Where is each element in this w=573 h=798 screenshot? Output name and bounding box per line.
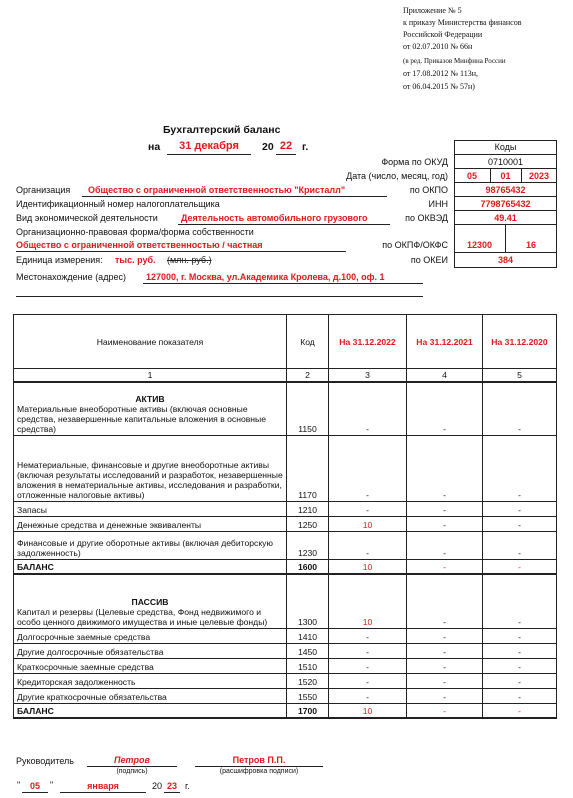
- row-code: 1520: [287, 673, 329, 688]
- row-value-2020[interactable]: -: [483, 703, 557, 718]
- unit-alt: (млн. руб.): [167, 255, 212, 265]
- row-label: Кредиторская задолженность: [14, 673, 287, 688]
- appendix-line-1: Приложение № 5: [403, 6, 462, 15]
- row-label: БАЛАНС: [14, 559, 287, 574]
- section-title-active: АКТИВ: [135, 393, 165, 404]
- row-label: Материальные внеоборотные активы (включая основные средства, незавершенные капитальные вложения в основные средства): [17, 403, 267, 434]
- address-value[interactable]: 127000, г. Москва, ул.Академика Кролева, д.100, оф. 1: [146, 272, 385, 282]
- report-day-month[interactable]: 31 декабря: [179, 140, 239, 152]
- col-header-2022: На 31.12.2022: [329, 315, 407, 369]
- row-value-2021[interactable]: -: [407, 382, 483, 435]
- row-value-2021[interactable]: -: [407, 658, 483, 673]
- row-label: Капитал и резервы (Целевые средства, Фонд недвижимого и особо ценного движимого имущества и иные целевые фонды): [17, 606, 268, 627]
- row-value-2022[interactable]: -: [329, 688, 407, 703]
- sign-year[interactable]: 23: [166, 781, 177, 791]
- row-label: Нематериальные, финансовые и другие внеоборотные активы (включая результаты исследований и разработок, незавершенные вложения в нематериальные активы, исследования и разработки, отложенные налоговые активы): [14, 435, 287, 501]
- table-row: [14, 531, 557, 559]
- okved-code[interactable]: 49.41: [494, 213, 517, 223]
- row-value-2022[interactable]: 10: [329, 516, 407, 531]
- unit-value[interactable]: тыс. руб.: [115, 255, 156, 265]
- year-suffix: г.: [302, 141, 309, 153]
- okud-code[interactable]: 0710001: [487, 157, 524, 167]
- legal-form-label: Организационно-правовая форма/форма собственности: [16, 227, 254, 237]
- row-label: Другие краткосрочные обязательства: [14, 688, 287, 703]
- row-value-2020[interactable]: -: [483, 658, 557, 673]
- org-label: Организация: [16, 185, 71, 195]
- okopf-label: по ОКПФ/ОКФС: [382, 240, 448, 250]
- row-value-2021[interactable]: -: [407, 501, 483, 516]
- table-row: [14, 628, 557, 643]
- okopf-code[interactable]: 12300: [466, 240, 493, 250]
- sign-month[interactable]: января: [87, 781, 119, 791]
- location-label: Местонахождение (адрес): [16, 272, 126, 282]
- col-header-name: Наименование показателя: [14, 315, 287, 369]
- org-value[interactable]: Общество с ограниченной ответственностью "Кристалл": [88, 185, 346, 195]
- col-num-3: 3: [329, 369, 407, 383]
- table-row-total: [14, 559, 557, 574]
- row-value-2022[interactable]: -: [329, 435, 407, 501]
- year-prefix: 20: [262, 141, 274, 153]
- row-value-2020[interactable]: -: [483, 501, 557, 516]
- date-label: Дата (число, месяц, год): [346, 171, 448, 181]
- row-value-2020[interactable]: -: [483, 643, 557, 658]
- row-code: 1510: [287, 658, 329, 673]
- okud-label: Форма по ОКУД: [381, 157, 448, 167]
- row-code: 1700: [287, 703, 329, 718]
- row-value-2020[interactable]: -: [483, 574, 557, 628]
- row-value-2022[interactable]: -: [329, 531, 407, 559]
- row-code: 1550: [287, 688, 329, 703]
- row-value-2020[interactable]: -: [483, 531, 557, 559]
- signature-role: Руководитель: [16, 756, 74, 766]
- sign-year-suffix: г.: [185, 781, 190, 791]
- table-row: [14, 516, 557, 531]
- row-value-2020[interactable]: -: [483, 382, 557, 435]
- row-code: 1170: [287, 435, 329, 501]
- okpo-label: по ОКПО: [409, 185, 448, 195]
- date-day-code[interactable]: 05: [466, 171, 477, 181]
- row-name: [14, 574, 287, 628]
- row-value-2021[interactable]: -: [407, 628, 483, 643]
- appendix-line-5: (в ред. Приказов Минфина России: [403, 57, 506, 65]
- report-year[interactable]: 22: [279, 140, 293, 152]
- unit-label: Единица измерения:: [16, 255, 103, 265]
- quote-close-icon: ": [50, 780, 54, 790]
- row-code: 1230: [287, 531, 329, 559]
- table-row: [14, 688, 557, 703]
- table-row: [14, 574, 557, 628]
- row-label: Запасы: [14, 501, 287, 516]
- row-value-2022[interactable]: 10: [329, 574, 407, 628]
- row-value-2020[interactable]: -: [483, 688, 557, 703]
- row-value-2021[interactable]: -: [407, 673, 483, 688]
- row-value-2022[interactable]: -: [329, 673, 407, 688]
- row-label: Краткосрочные заемные средства: [14, 658, 287, 673]
- col-num-1: 1: [14, 369, 287, 383]
- appendix-line-6: от 17.08.2012 № 113н,: [403, 69, 479, 78]
- col-header-2020: На 31.12.2020: [483, 315, 557, 369]
- col-header-2021: На 31.12.2021: [407, 315, 483, 369]
- row-value-2021[interactable]: -: [407, 516, 483, 531]
- activity-value[interactable]: Деятельность автомобильного грузового: [181, 213, 368, 223]
- col-header-code: Код: [287, 315, 329, 369]
- row-value-2022[interactable]: 10: [329, 703, 407, 718]
- inn-short-label: ИНН: [428, 199, 448, 209]
- row-value-2021[interactable]: -: [407, 559, 483, 574]
- row-code: 1410: [287, 628, 329, 643]
- col-num-2: 2: [287, 369, 329, 383]
- table-row: [14, 382, 557, 435]
- row-label: БАЛАНС: [14, 703, 287, 718]
- codes-header: Коды: [494, 142, 517, 152]
- row-label: Денежные средства и денежные эквиваленты: [14, 516, 287, 531]
- legal-form-value[interactable]: Общество с ограниченной ответственностью / частная: [16, 240, 263, 250]
- activity-label: Вид экономической деятельности: [16, 213, 158, 223]
- okei-label: по ОКЕИ: [410, 255, 448, 265]
- sign-day[interactable]: 05: [29, 781, 40, 791]
- table-row-total: [14, 703, 557, 718]
- appendix-line-3: Российской Федерации: [403, 30, 483, 39]
- signature-name[interactable]: Петров П.П.: [232, 755, 286, 765]
- date-prefix: на: [148, 141, 161, 153]
- quote-open-icon: ": [17, 780, 21, 790]
- col-num-4: 4: [407, 369, 483, 383]
- table-row: [14, 658, 557, 673]
- row-label: Долгосрочные заемные средства: [14, 628, 287, 643]
- okfs-code[interactable]: 16: [525, 240, 536, 250]
- row-code: 1600: [287, 559, 329, 574]
- row-value-2020[interactable]: -: [483, 516, 557, 531]
- row-value-2021[interactable]: -: [407, 688, 483, 703]
- table-row: [14, 643, 557, 658]
- appendix-line-7: от 06.04.2015 № 57н): [403, 82, 475, 91]
- inn-label: Идентификационный номер налогоплательщика: [16, 199, 220, 209]
- table-row: [14, 435, 557, 501]
- row-code: 1450: [287, 643, 329, 658]
- row-value-2021[interactable]: -: [407, 435, 483, 501]
- row-value-2022[interactable]: -: [329, 628, 407, 643]
- signature-sign-caption: (подпись): [116, 768, 148, 775]
- inn-code[interactable]: 7798765432: [480, 199, 531, 209]
- col-num-5: 5: [483, 369, 557, 383]
- row-value-2020[interactable]: -: [483, 435, 557, 501]
- date-month-code[interactable]: 01: [500, 171, 511, 181]
- row-value-2021[interactable]: -: [407, 531, 483, 559]
- table-row: [14, 673, 557, 688]
- row-value-2022[interactable]: -: [329, 658, 407, 673]
- table-header-row: [14, 315, 557, 369]
- row-value-2021[interactable]: -: [407, 643, 483, 658]
- row-value-2020[interactable]: -: [483, 673, 557, 688]
- appendix-line-4: от 02.07.2010 № 66н: [403, 42, 473, 51]
- okved-label: по ОКВЭД: [405, 213, 448, 223]
- date-year-code[interactable]: 2023: [528, 171, 550, 181]
- signature-name-caption: (расшифровка подписи): [219, 768, 299, 775]
- row-value-2022[interactable]: -: [329, 643, 407, 658]
- row-value-2020[interactable]: -: [483, 628, 557, 643]
- row-name: [14, 382, 287, 435]
- row-value-2021[interactable]: -: [407, 703, 483, 718]
- row-value-2022[interactable]: -: [329, 382, 407, 435]
- row-value-2022[interactable]: -: [329, 501, 407, 516]
- table-row: [14, 501, 557, 516]
- col-number-row: [14, 369, 557, 383]
- appendix-line-2: к приказу Министерства финансов: [403, 18, 522, 27]
- row-value-2021[interactable]: -: [407, 574, 483, 628]
- page-title: Бухгалтерский баланс: [163, 124, 281, 136]
- balance-table: [13, 314, 557, 719]
- okei-code[interactable]: 384: [497, 255, 514, 265]
- row-code: 1150: [287, 382, 329, 435]
- row-label: Финансовые и другие оборотные активы (включая дебиторскую задолженность): [14, 531, 287, 559]
- row-label: Другие долгосрочные обязательства: [14, 643, 287, 658]
- sign-year-prefix: 20: [152, 781, 163, 791]
- row-value-2022[interactable]: 10: [329, 559, 407, 574]
- okpo-code[interactable]: 98765432: [485, 185, 526, 195]
- row-code: 1250: [287, 516, 329, 531]
- row-value-2020[interactable]: -: [483, 559, 557, 574]
- signature-sign[interactable]: Петров: [114, 755, 150, 765]
- row-code: 1300: [287, 574, 329, 628]
- section-title-passive: ПАССИВ: [131, 596, 169, 607]
- row-code: 1210: [287, 501, 329, 516]
